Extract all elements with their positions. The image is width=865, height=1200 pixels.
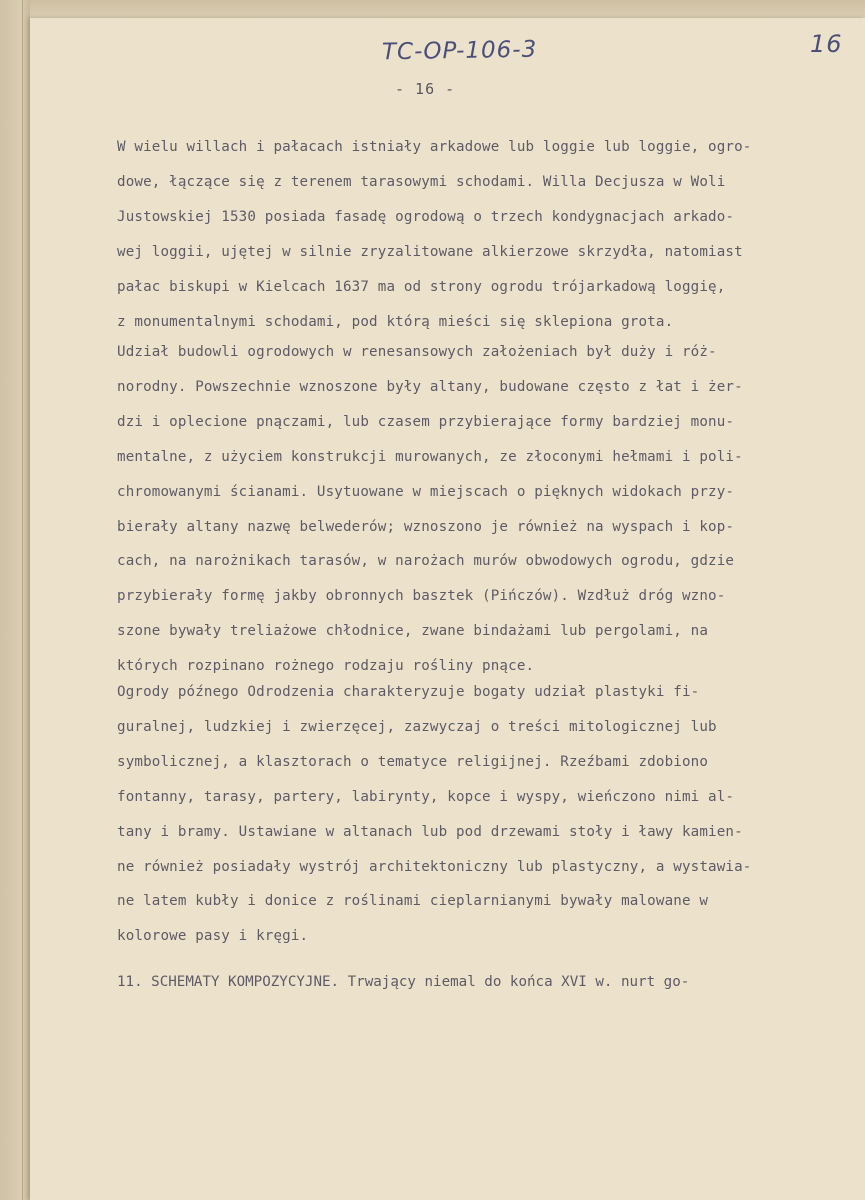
text-line: szone bywały treliażowe chłodnice, zwane bindażami lub pergolami, na	[117, 623, 709, 640]
text-line: przybierały formę jakby obronnych basztek (Pińczów). Wzdłuż dróg wzno-	[117, 588, 726, 605]
paragraph-2	[117, 335, 857, 684]
text-line: mentalne, z użyciem konstrukcji murowanych, ze złoconymi hełmami i poli-	[117, 448, 743, 465]
text-line: Ogrody późnego Odrodzenia charakteryzuje bogaty udział plastyki fi-	[117, 684, 700, 700]
text-line: guralnej, ludzkiej i zwierzęcej, zazwyczaj o treści mitologicznej lub	[117, 718, 717, 735]
text-line: kolorowe pasy i kręgi.	[117, 928, 309, 945]
binding-line	[22, 0, 23, 1200]
text-line: których rozpinano rożnego rodzaju rośliny pnące.	[117, 658, 535, 675]
text-line: tany i bramy. Ustawiane w altanach lub pod drzewami stoły i ławy kamien-	[117, 823, 743, 840]
binding-edge	[0, 0, 30, 1200]
top-shadow	[30, 0, 865, 18]
text-line: fontanny, tarasy, partery, labirynty, kopce i wyspy, wieńczono nimi al-	[117, 788, 735, 805]
sheet-number: 16	[810, 30, 843, 58]
paragraph-1	[117, 130, 857, 339]
text-line: dowe, łączące się z terenem tarasowymi schodami. Willa Decjusza w Woli	[117, 173, 726, 190]
text-line: wej loggii, ujętej w silnie zryzalitowane alkierzowe skrzydła, natomiast	[117, 243, 743, 260]
text-line: dzi i oplecione pnączami, lub czasem przybierające formy bardziej monu-	[117, 413, 735, 430]
text-line: Justowskiej 1530 posiada fasadę ogrodową o trzech kondygnacjach arkado-	[117, 208, 735, 225]
text-line: bierały altany nazwę belwederów; wznoszono je również na wyspach i kop-	[117, 518, 735, 535]
text-line: W wielu willach i pałacach istniały arkadowe lub loggie lub loggie, ogro-	[117, 139, 752, 155]
section-heading: 11. SCHEMATY KOMPOZYCYJNE. Trwający niemal do końca XVI w. nurt go-	[117, 974, 690, 990]
text-line: norodny. Powszechnie wznoszone były altany, budowane często z łat i żer-	[117, 378, 743, 395]
archive-reference: TC-OP-106-3	[381, 36, 538, 66]
text-line: Udział budowli ogrodowych w renesansowych założeniach był duży i róż-	[117, 344, 717, 360]
text-line: ne również posiadały wystrój architektoniczny lub plastyczny, a wystawia-	[117, 858, 752, 875]
text-line: pałac biskupi w Kielcach 1637 ma od strony ogrodu trójarkadową loggię,	[117, 278, 726, 295]
text-line: chromowanymi ścianami. Usytuowane w miejscach o pięknych widokach przy-	[117, 483, 735, 500]
text-line: ne latem kubły i donice z roślinami cieplarnianymi bywały malowane w	[117, 893, 709, 910]
text-line: symbolicznej, a klasztorach o tematyce religijnej. Rzeźbami zdobiono	[117, 753, 709, 770]
text-line: cach, na narożnikach tarasów, w narożach murów obwodowych ogrodu, gdzie	[117, 553, 735, 570]
paragraph-3	[117, 675, 857, 954]
page-number: - 16 -	[395, 80, 456, 98]
text-line: z monumentalnymi schodami, pod którą mieści się sklepiona grota.	[117, 313, 674, 330]
